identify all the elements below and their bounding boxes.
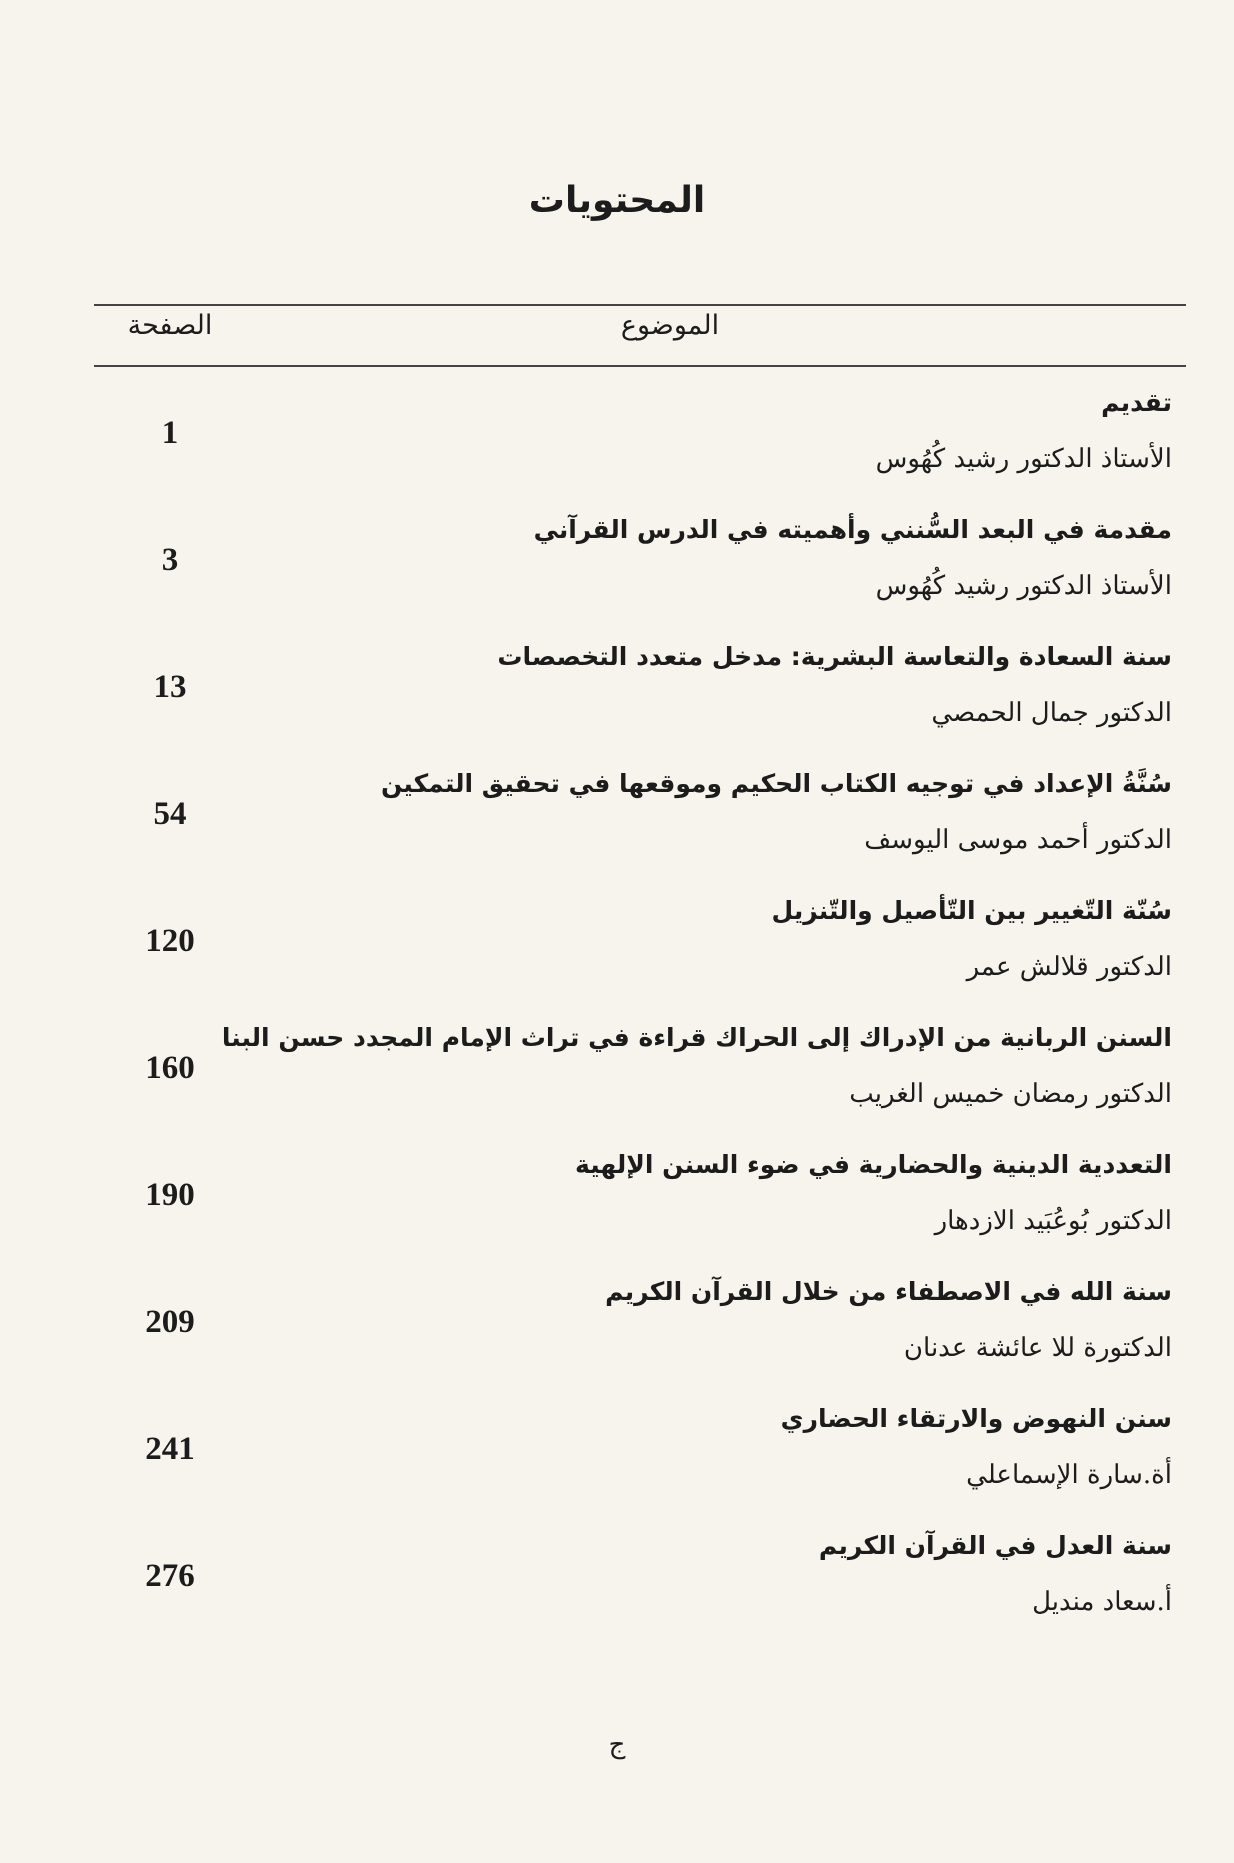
entry-page-number: 241 [145, 1431, 195, 1467]
entry-author: الأستاذ الدكتور رشيد كُهُوس [875, 444, 1172, 474]
topic-column-header: الموضوع [620, 310, 720, 341]
toc-entry [0, 1274, 1234, 1401]
entry-title: التعددية الدينية والحضارية في ضوء السنن الإلهية [575, 1150, 1172, 1179]
toc-entry [0, 1401, 1234, 1528]
toc-list [0, 385, 1234, 1655]
page-title: المحتويات [528, 180, 706, 221]
entry-title: سُنَّةُ الإعداد في توجيه الكتاب الحكيم وموقعها في تحقيق التمكين [380, 769, 1172, 798]
entry-page-number: 3 [161, 542, 179, 578]
entry-page-number: 276 [145, 1558, 195, 1594]
entry-page-number: 13 [153, 669, 187, 705]
entry-author: الدكتور رمضان خميس الغريب [849, 1079, 1172, 1109]
entry-title: سنة السعادة والتعاسة البشرية: مدخل متعدد التخصصات [497, 642, 1172, 671]
toc-entry [0, 1147, 1234, 1274]
entry-author: أة.سارة الإسماعلي [966, 1460, 1172, 1490]
toc-entry [0, 1528, 1234, 1655]
entry-title: سنة الله في الاصطفاء من خلال القرآن الكريم [605, 1277, 1172, 1306]
entry-author: أ.سعاد منديل [1032, 1587, 1172, 1617]
entry-page-number: 190 [145, 1177, 195, 1213]
entry-author: الدكتور أحمد موسى اليوسف [864, 825, 1172, 855]
toc-entry [0, 512, 1234, 639]
page-folio: ج [608, 1730, 626, 1760]
entry-author: الدكتور بُوعُبَيد الازدهار [934, 1206, 1172, 1236]
entry-title: تقديم [1101, 388, 1172, 417]
toc-entry [0, 639, 1234, 766]
entry-title: سُنّة التّغيير بين التّأصيل والتّنزيل [771, 896, 1172, 925]
entry-page-number: 209 [145, 1304, 195, 1340]
entry-title: سنة العدل في القرآن الكريم [818, 1531, 1172, 1560]
toc-entry [0, 1020, 1234, 1147]
entry-author: الدكتورة للا عائشة عدنان [903, 1333, 1172, 1363]
header-top-rule [94, 304, 1186, 306]
toc-entry [0, 893, 1234, 1020]
toc-entry [0, 766, 1234, 893]
header-bottom-rule [94, 365, 1186, 367]
entry-page-number: 120 [145, 923, 195, 959]
entry-page-number: 54 [153, 796, 187, 832]
entry-title: سنن النهوض والارتقاء الحضاري [780, 1404, 1172, 1433]
entry-author: الدكتور قلالش عمر [966, 952, 1172, 982]
entry-page-number: 160 [145, 1050, 195, 1086]
entry-title: السنن الربانية من الإدراك إلى الحراك قراءة في تراث الإمام المجدد حسن البنا [221, 1023, 1172, 1052]
entry-author: الأستاذ الدكتور رشيد كُهُوس [875, 571, 1172, 601]
entry-author: الدكتور جمال الحمصي [931, 698, 1172, 728]
page-column-header: الصفحة [127, 310, 213, 341]
entry-title: مقدمة في البعد السُّنني وأهميته في الدرس القرآني [533, 515, 1172, 544]
entry-page-number: 1 [161, 415, 179, 451]
toc-entry [0, 385, 1234, 512]
